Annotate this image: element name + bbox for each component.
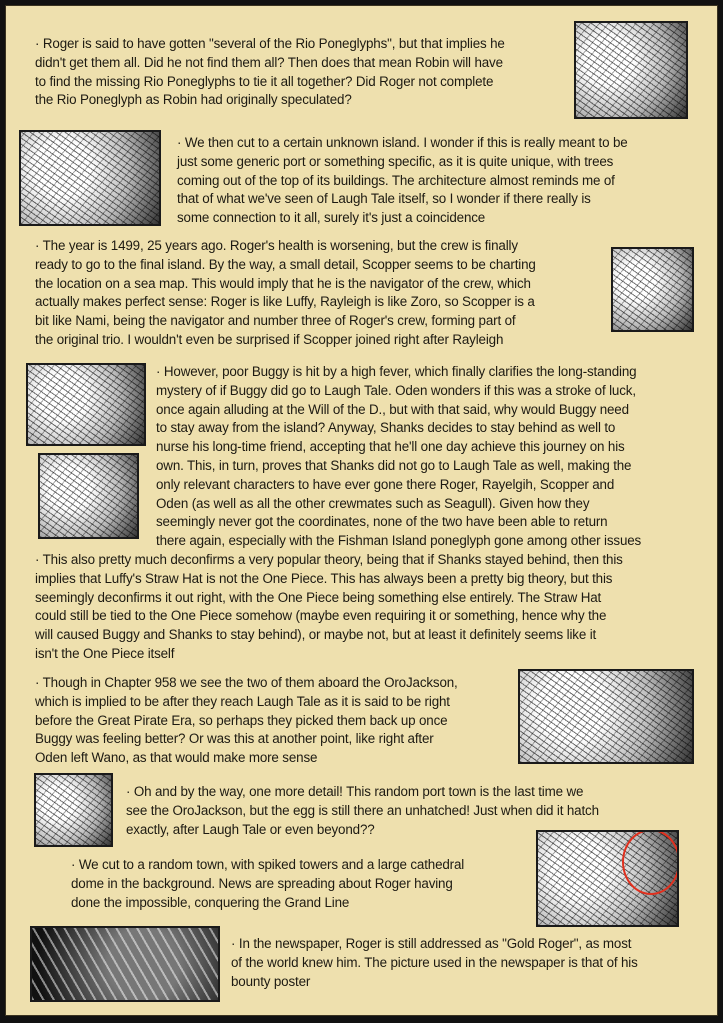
text-line: · We then cut to a certain unknown island. I wonder if this is really meant to be	[177, 135, 628, 150]
manga-panel-island	[19, 130, 161, 226]
text-line: once again alluding at the Will of the D., but with that said, why would Buggy need	[156, 401, 629, 417]
paragraph-orojackson-egg	[126, 783, 599, 839]
text-line: ready to go to the final island. By the way, a small detail, Scopper seems to be charting	[35, 256, 536, 272]
text-line: implies that Luffy's Straw Hat is not the One Piece. This has always been a pretty big theory, but this	[35, 570, 613, 586]
text-line: · Oh and by the way, one more detail! This random port town is the last time we	[126, 784, 584, 799]
paragraph-newspaper	[231, 935, 638, 991]
text-line: only relevant characters to have ever gone there Roger, Rayelgih, Scopper and	[156, 476, 615, 492]
text-line: Oden (as well as all the other crewmates such as Seagull). Given how they	[156, 495, 590, 511]
text-line: before the Great Pirate Era, so perhaps they picked them back up once	[35, 712, 448, 728]
text-line: of the world knew him. The picture used in the newspaper is that of his	[231, 954, 638, 970]
manga-panel-newspaper	[30, 926, 220, 1002]
text-line: bounty poster	[231, 973, 311, 989]
text-line: just some generic port or something specific, as it is quite unique, with trees	[177, 153, 614, 169]
text-line: bit like Nami, being the navigator and number three of Roger's crew, forming part of	[35, 313, 516, 329]
manga-panel-town	[536, 830, 679, 927]
text-line: Oden left Wano, as that would make more sense	[35, 750, 318, 766]
paragraph-buggy-fever	[156, 363, 641, 551]
paragraph-straw-hat-theory	[35, 551, 623, 664]
paragraph-random-town	[71, 856, 464, 912]
text-line: see the OroJackson, but the egg is still there an unhatched! Just when did it hatch	[126, 802, 599, 818]
text-line: · However, poor Buggy is hit by a high fever, which finally clarifies the long-standing	[156, 364, 637, 379]
paragraph-rio-poneglyphs	[35, 35, 505, 110]
manga-panel-buggy-fever	[26, 363, 146, 446]
text-line: Buggy was feeling better? Or was this at another point, like right after	[35, 731, 434, 747]
text-line: done the impossible, conquering the Grand Line	[71, 894, 350, 910]
text-line: will caused Buggy and Shanks to stay behind), or maybe not, but at least it definitely seems like it	[35, 627, 597, 643]
text-line: · We cut to a random town, with spiked towers and a large cathedral	[71, 857, 465, 872]
text-line: · Roger is said to have gotten "several of the Rio Poneglyphs", but that implies he	[35, 36, 505, 51]
text-line: which is implied to be after they reach Laugh Tale as it is said to be right	[35, 693, 450, 709]
text-line: didn't get them all. Did he not find them all? Then does that mean Robin will have	[35, 54, 503, 70]
manga-panel-egg	[34, 773, 113, 847]
text-line: the location on a sea map. This would imply that he is the navigator of the crew, which	[35, 275, 531, 291]
text-line: isn't the One Piece itself	[35, 645, 175, 661]
manga-panel-shanks-buggy	[518, 669, 694, 764]
text-line: could still be tied to the One Piece somehow (maybe even requiring it or something, hence why the	[35, 608, 607, 624]
text-line: there again, especially with the Fishman Island poneglyph gone among other issues	[156, 533, 642, 549]
text-line: some connection to it all, surely it's just a coincidence	[177, 210, 486, 226]
highlight-circle	[622, 830, 679, 895]
text-line: nurse his long-time friend, accepting that he'll one day achieve this journey on his	[156, 439, 625, 455]
text-line: to stay away from the island? Anyway, Shanks decides to stay behind as well to	[156, 420, 616, 436]
text-line: actually makes perfect sense: Roger is like Luffy, Rayleigh is like Zoro, so Scopper is a	[35, 294, 535, 310]
text-line: seemingly never got the coordinates, none of the two have been able to return	[156, 514, 608, 530]
text-line: · Though in Chapter 958 we see the two of them aboard the OroJackson,	[35, 675, 458, 690]
text-line: · In the newspaper, Roger is still addressed as "Gold Roger", as most	[231, 936, 632, 951]
text-line: mystery of if Buggy did go to Laugh Tale. Oden wonders if this was a stroke of luck,	[156, 382, 636, 398]
text-line: dome in the background. News are spreading about Roger having	[71, 875, 453, 891]
text-line: · The year is 1499, 25 years ago. Roger's health is worsening, but the crew is finally	[35, 238, 518, 253]
text-line: the Rio Poneglyph as Robin had originally speculated?	[35, 92, 352, 108]
paragraph-unknown-island	[177, 134, 628, 228]
manga-panel-scopper	[611, 247, 694, 332]
manga-panel-elephant	[574, 21, 688, 119]
text-line: to find the missing Rio Poneglyphs to tie it all together? Did Roger not complete	[35, 73, 494, 89]
text-line: that of what we've seen of Laugh Tale itself, so I wonder if there really is	[177, 191, 591, 207]
manga-panel-shanks	[38, 453, 139, 539]
document-page	[5, 5, 718, 1016]
text-line: · This also pretty much deconfirms a very popular theory, being that if Shanks stayed behind, then this	[35, 552, 623, 567]
paragraph-year-1499	[35, 237, 536, 350]
text-line: own. This, in turn, proves that Shanks did not go to Laugh Tale as well, making the	[156, 457, 632, 473]
text-line: seemingly deconfirms it out right, with the One Piece being something else entirely. The Straw Hat	[35, 589, 602, 605]
paragraph-chapter-958	[35, 674, 458, 768]
text-line: coming out of the top of its buildings. The architecture almost reminds me of	[177, 172, 615, 188]
text-line: the original trio. I wouldn't even be surprised if Scopper joined right after Rayleigh	[35, 331, 504, 347]
text-line: exactly, after Laugh Tale or even beyond??	[126, 821, 375, 837]
